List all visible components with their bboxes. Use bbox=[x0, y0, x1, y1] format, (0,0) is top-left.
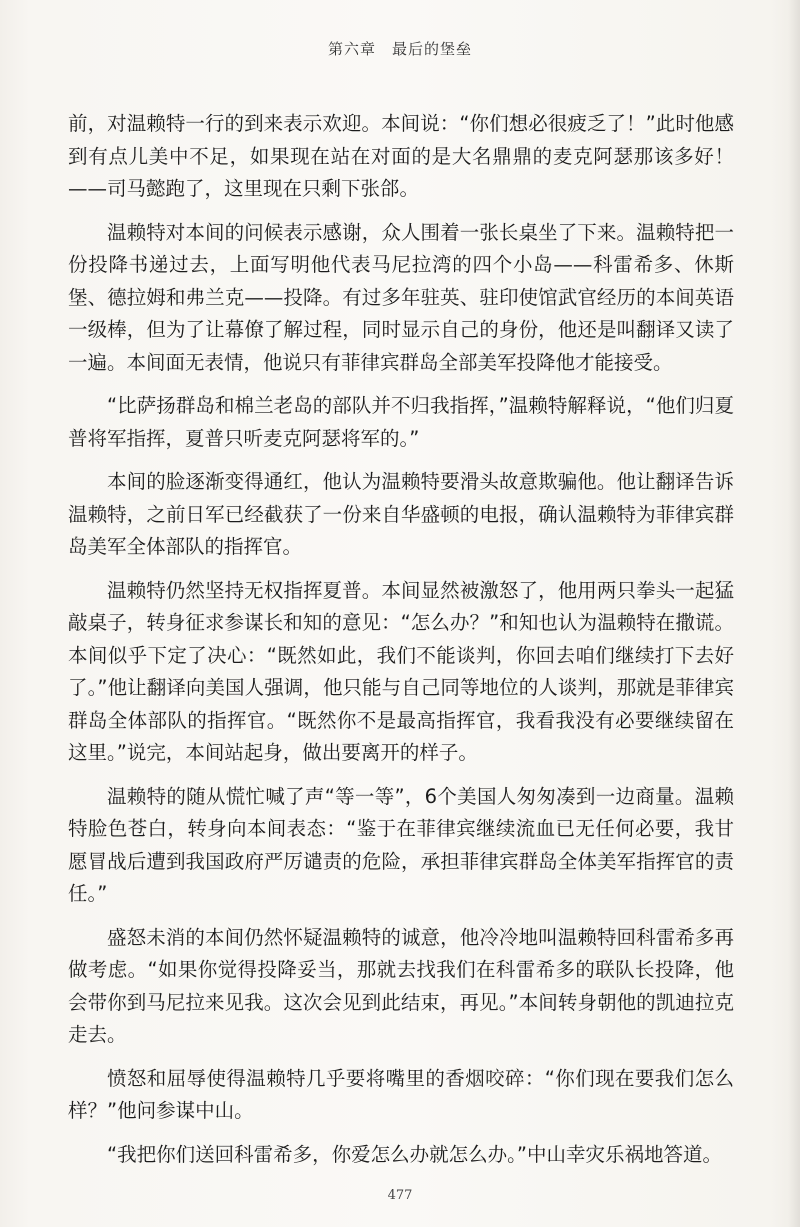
body-text bbox=[68, 108, 734, 1182]
paragraph: 本间的脸逐渐变得通红，他认为温赖特要滑头故意欺骗他。他让翻译告诉温赖特，之前日军已经截获了一份来自华盛顿的电报，确认温赖特为菲律宾群岛美军全体部队的指挥官。 bbox=[68, 470, 734, 558]
page-number: 477 bbox=[387, 1188, 413, 1203]
paragraph: 温赖特仍然坚持无权指挥夏普。本间显然被激怒了，他用两只拳头一起猛敲桌子，转身征求参谋长和知的意见：“怎么办？”和知也认为温赖特在撒谎。本间似乎下定了决心：“既然如此，我们不能谈判，你回去咱们继续打下去好了。”他让翻译向美国人强调，他只能与自己同等地位的人谈判，那就是菲律宾群岛全体部队的指挥官。“既然你不是最高指挥官，我看我没有必要继续留在这里。”说完，本间站起身，做出要离开的样子。 bbox=[68, 578, 734, 764]
paragraph: 温赖特的随从慌忙喊了声“等一等”，6个美国人匆匆凑到一边商量。温赖特脸色苍白，转身向本间表态：“鉴于在菲律宾继续流血已无任何必要，我甘愿冒战后遭到我国政府严厉谴责的危险，承担菲律宾群岛全体美军指挥官的责任。” bbox=[68, 784, 734, 905]
paragraph: 盛怒未消的本间仍然怀疑温赖特的诚意，他冷冷地叫温赖特回科雷希多再做考虑。“如果你觉得投降妥当，那就去找我们在科雷希多的联队长投降，他会带你到马尼拉来见我。这次会见到此结束，再见。”本间转身朝他的凯迪拉克走去。 bbox=[68, 925, 734, 1046]
running-header-chapter-title: 第六章 最后的堡垒 bbox=[327, 40, 472, 58]
paragraph-continued: 前，对温赖特一行的到来表示欢迎。本间说：“你们想必很疲乏了！”此时他感到有点儿美中不足，如果现在站在对面的是大名鼎鼎的麦克阿瑟那该多好！——司马懿跑了，这里现在只剩下张郃。 bbox=[68, 112, 734, 200]
paragraph: 愤怒和屈辱使得温赖特几乎要将嘴里的香烟咬碎：“你们现在要我们怎么样？”他问参谋中山。 bbox=[68, 1066, 734, 1122]
page-edge-shadow bbox=[788, 0, 800, 1227]
paragraph: “我把你们送回科雷希多，你爱怎么办就怎么办。”中山幸灾乐祸地答道。 bbox=[107, 1142, 722, 1166]
paragraph: 温赖特对本间的问候表示感谢，众人围着一张长桌坐了下来。温赖特把一份投降书递过去，上面写明他代表马尼拉湾的四个小岛——科雷希多、休斯堡、德拉姆和弗兰克——投降。有过多年驻英、驻印使馆武官经历的本间英语一级棒，但为了让幕僚了解过程，同时显示自己的身份，他还是叫翻译又读了一遍。本间面无表情，他说只有菲律宾群岛全部美军投降他才能接受。 bbox=[68, 220, 734, 374]
paragraph: “比萨扬群岛和棉兰老岛的部队并不归我指挥，”温赖特解释说，“他们归夏普将军指挥，夏普只听麦克阿瑟将军的。” bbox=[68, 394, 734, 450]
